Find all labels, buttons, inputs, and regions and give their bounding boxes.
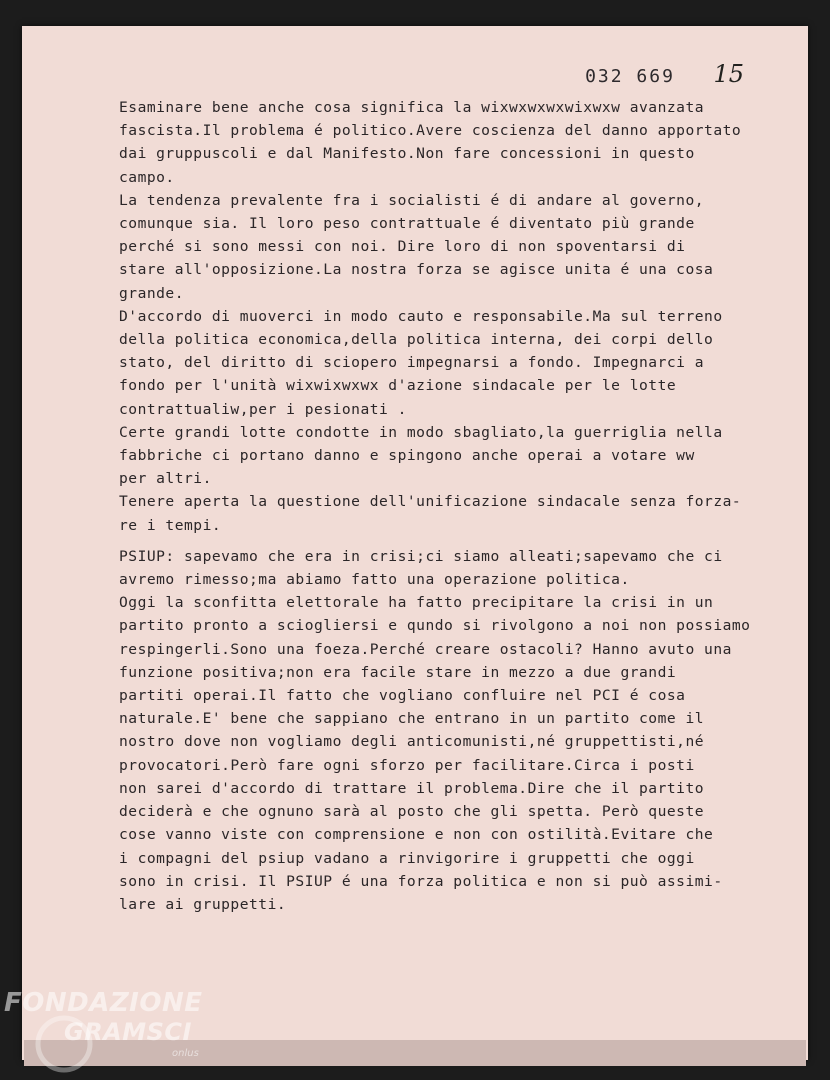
paragraph-union-unification: Tenere aperta la questione dell'unificazione sindacale senza forza- re i tempi. [119, 493, 742, 534]
watermark-line-3: onlus [172, 1048, 199, 1059]
archive-stamp-number: 032 669 [585, 66, 675, 87]
paragraph-electoral-defeat: Oggi la sconfitta elettorale ha fatto precipitare la crisi in un partito pronto a sciogliersi e qundo si rivolgono a noi non possiamo respingerli.Sono una foeza.Perché creare ostacoli? Hanno avuto una funzione positiva;non era facile stare in mezzo a due grandi partiti operai.Il fatto che vogliano confluire nel PCI é cosa naturale.E' bene che sappiano che entrano in un partito come il nostro dove non vogliamo degli anticomunisti,né gruppettisti,né provocatori.Però fare ogni sforzo per facilitare.Circa i posti non sarei d'accordo di trattare il problema.Dire che il partito deciderà e che ognuno sarà al posto che gli spetta. Però queste cose vanno viste con comprensione e non con ostilità.Evitare che i compagni del psiup vadano a rinvigorire i gruppetti che oggi sono in crisi. Il PSIUP é una forza politica e non si può assimi- lare ai gruppetti. [119, 594, 751, 913]
paragraph-struggles: Certe grandi lotte condotte in modo sbagliato,la guerriglia nella fabbriche ci portano danno e spingono anche operai a votare ww per altri. [119, 423, 723, 488]
paragraph-socialists: La tendenza prevalente fra i socialisti é di andare al governo, comunque sia. Il loro peso contrattuale é diventato più grande perché si sono messi con noi. Dire loro di non spoventarsi di stare all'opposizione.La nostra forza se agisce unita é una cosa grande. [119, 191, 714, 302]
document-number [585, 60, 744, 88]
paragraph-psiup: PSIUP: sapevamo che era in crisi;ci siamo alleati;sapevamo che ci avremo rimesso;ma abiamo fatto una operazione politica. [119, 547, 723, 589]
paragraph-fascist-advance: Esaminare bene anche cosa significa la wixwxwxwxwixwxw avanzata fascista.Il problema é politico.Avere coscienza del danno apportato dai gruppuscoli e dal Manifesto.Non fare concessioni in questo campo. [119, 99, 742, 186]
watermark-line-1: FONDAZIONE [4, 988, 203, 1018]
document-page [22, 26, 808, 1060]
typewritten-text [119, 96, 789, 916]
watermark-line-2: GRAMSCI [64, 1018, 192, 1046]
handwritten-page-number: 15 [713, 60, 744, 88]
paragraph-economic-policy: D'accordo di muoverci in modo cauto e responsabile.Ma sul terreno della politica economica,della politica interna, dei corpi dello stato, del diritto di sciopero impegnarsi a fondo. Impegnarci a fondo per l'unità wixwixwxwx d'azione sindacale per le lotte contrattualiw,per i pesionati . [119, 307, 723, 418]
fondazione-gramsci-watermark [4, 988, 214, 1074]
